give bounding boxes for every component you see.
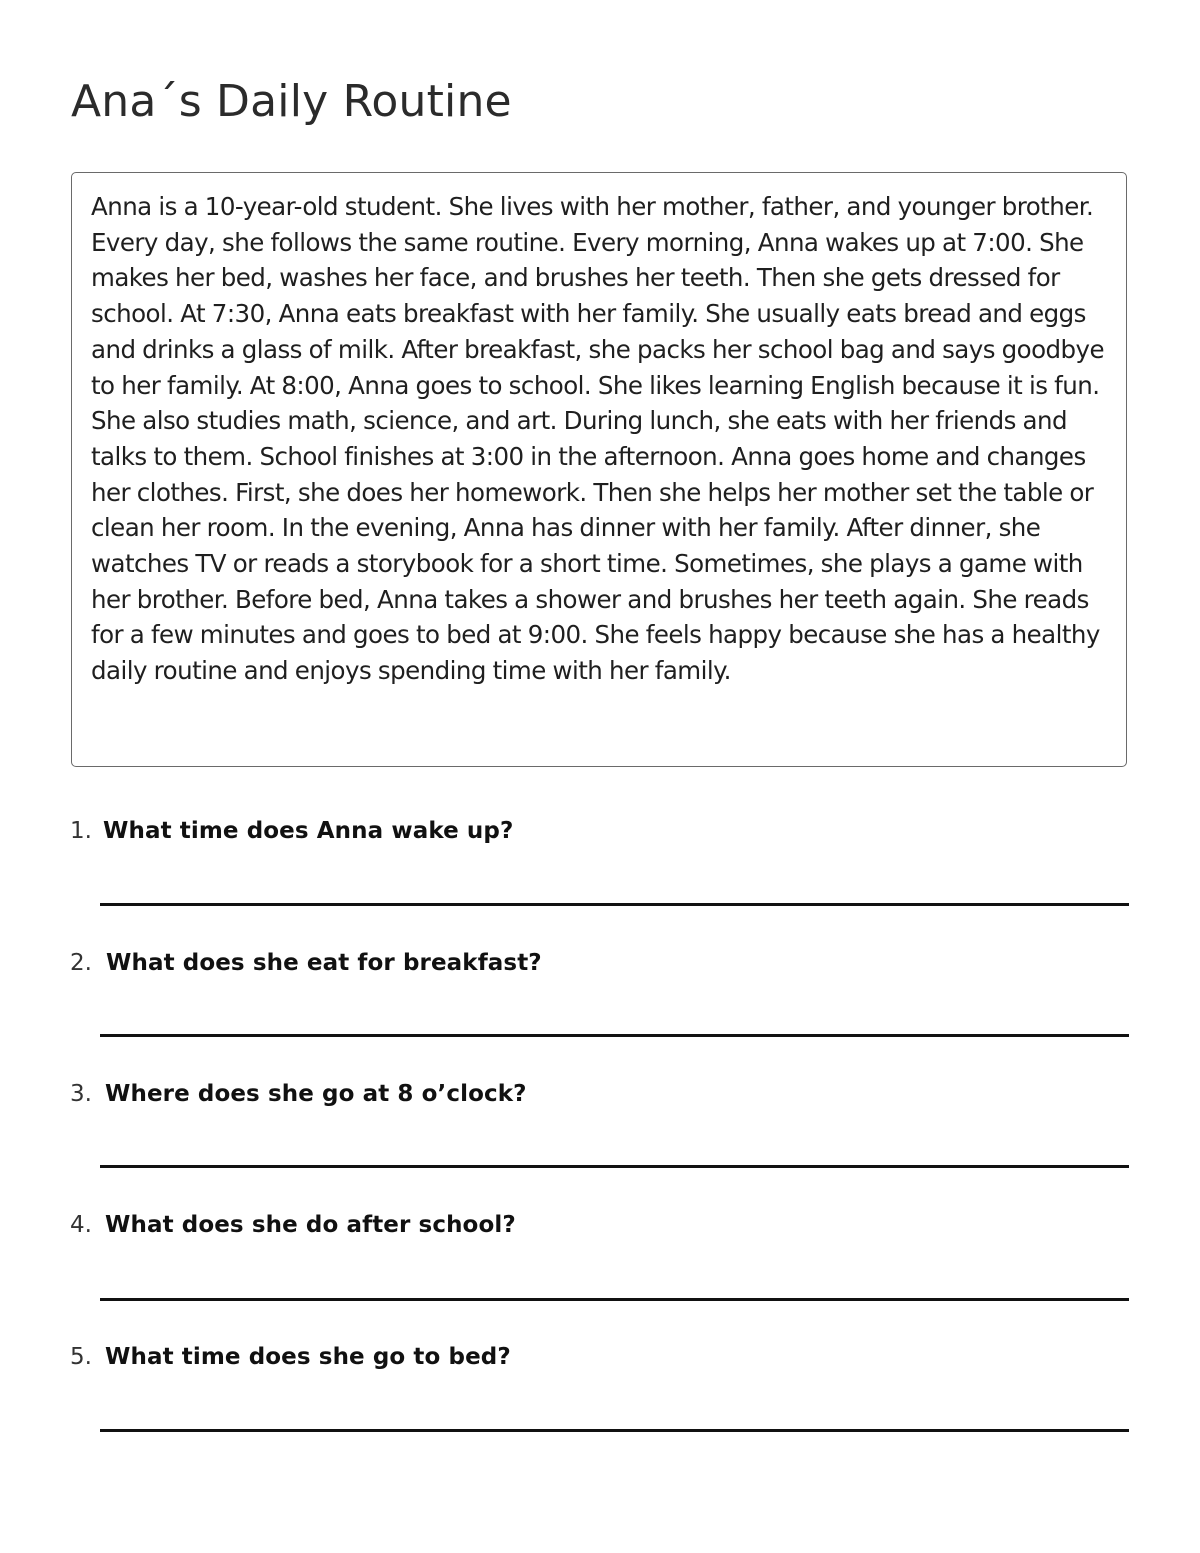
- question-number: 5.: [70, 1344, 92, 1370]
- question-item: [0, 1078, 1200, 1198]
- question-number: 4.: [70, 1212, 92, 1238]
- answer-line[interactable]: [100, 1165, 1129, 1168]
- question-text: What time does she go to bed?: [105, 1344, 511, 1370]
- question-text: What does she do after school?: [105, 1212, 516, 1238]
- question-item: [0, 947, 1200, 1067]
- answer-line[interactable]: [100, 1298, 1129, 1301]
- question-text: What time does Anna wake up?: [103, 818, 514, 844]
- page-title: Ana´s Daily Routine: [71, 76, 512, 127]
- question-item: [0, 1341, 1200, 1461]
- answer-line[interactable]: [100, 1034, 1129, 1037]
- question-item: [0, 815, 1200, 935]
- question-item: [0, 1209, 1200, 1329]
- question-text: What does she eat for breakfast?: [106, 950, 542, 976]
- question-number: 1.: [70, 818, 92, 844]
- question-number: 3.: [70, 1081, 92, 1107]
- reading-passage-text: Anna is a 10-year-old student. She lives with her mother, father, and younger brother. Every day, she follows the same routine. Every morning, Anna wakes up at 7:00. She makes her bed, washes her face, and brushes her teeth. Then she gets dressed for school. At 7:30, Anna eats breakfast with her family. She usually eats bread and eggs and drinks a glass of milk. After breakfast, she packs her school bag and says goodbye to her family. At 8:00, Anna goes to school. She likes learning English because it is fun. She also studies math, science, and art. During lunch, she eats with her friends and talks to them. School finishes at 3:00 in the afternoon. Anna goes home and changes her clothes. First, she does her homework. Then she helps her mother set the table or clean her room. In the evening, Anna has dinner with her family. After dinner, she watches TV or reads a storybook for a short time. Sometimes, she plays a game with her brother. Before bed, Anna takes a shower and brushes her teeth again. She reads for a few minutes and goes to bed at 9:00. She feels happy because she has a healthy daily routine and enjoys spending time with her family.: [91, 192, 1105, 686]
- answer-line[interactable]: [100, 1429, 1129, 1432]
- question-number: 2.: [70, 950, 92, 976]
- answer-line[interactable]: [100, 903, 1129, 906]
- question-text: Where does she go at 8 o’clock?: [105, 1081, 527, 1107]
